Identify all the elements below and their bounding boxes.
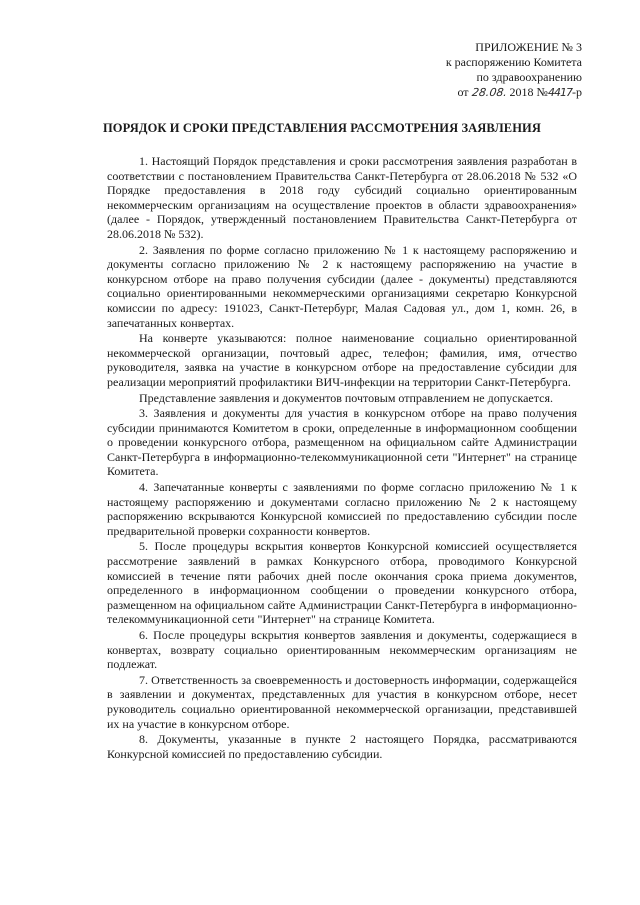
paragraph-no-mail: Представление заявления и документов почтовым отправлением не допускается. [139,390,553,405]
approval-header [382,40,582,100]
handwritten-date: 28.08. [470,86,508,99]
header-line-committee: к распоряжению Комитета [445,55,582,69]
paragraph-1: 1. Настоящий Порядок представления и сроки рассмотрения заявления разработан в соответствии с постановлением Правительства Санкт-Петербурга от 28.06.2018 № 532 «О Порядке предоставления в 2018 году субсидий социально ориентированным некоммерческим организациям на осуществление проектов в области здравоохранения» (далее - Порядок, утвержденный постановлением Правительства Санкт-Петербурга от 28.06.2018 № 532). [107,154,577,241]
paragraph-6: 6. После процедуры вскрытия конвертов заявления и документы, содержащиеся в конвертах, возврату социально ориентированным некоммерческим организациям не подлежат. [107,628,577,672]
header-date-line [382,85,582,100]
paragraph-4: 4. Запечатанные конверты с заявлениями по форме согласно приложению № 1 к настоящему распоряжению и документами согласно приложению № 2 к настоящему распоряжению вскрываются Конкурсной комиссией по предоставлению субсидии после предварительной проверки сохранности конвертов. [107,480,577,538]
appendix-number: ПРИЛОЖЕНИЕ № 3 [475,40,582,54]
document-body [107,154,577,761]
handwritten-number: 4417 [548,86,572,99]
number-suffix: -р [572,85,582,99]
paragraph-3: 3. Заявления и документы для участия в конкурсном отборе на право получения субсидии принимаются Комитетом в сроки, определенные в информационном сообщении о проведении конкурсного отбора, размещенном на официальном сайте Администрации Санкт-Петербурга в информационно-телекоммуникационной сети "Интернет" на странице Комитета. [107,406,577,479]
paragraph-2: 2. Заявления по форме согласно приложению № 1 к настоящему распоряжению и документы согласно приложению № 2 к настоящему распоряжению на участие в конкурсном отборе на право получения субсидии (далее - документы) представляются социально ориентированными некоммерческими организациями секретарю Конкурсной комиссии по адресу: 191023, Санкт-Петербург, Малая Садовая ул., дом 1, комн. 26, в запечатанных конвертах. [107,242,577,330]
header-line-healthcare: по здравоохранению [476,70,582,84]
paragraph-envelope: На конверте указываются: полное наименование социально ориентированной некоммерческой организации, почтовый адрес, телефон; фамилия, имя, отчество руководителя, заявка на участие в конкурсном отборе на предоставление субсидии для реализации мероприятий профилактики ВИЧ-инфекции на территории Санкт-Петербурга. [107,331,577,389]
document-title: ПОРЯДОК И СРОКИ ПРЕДСТАВЛЕНИЯ РАССМОТРЕНИЯ ЗАЯВЛЕНИЯ [102,121,541,135]
paragraph-5: 5. После процедуры вскрытия конвертов Конкурсной комиссией осуществляется рассмотрение заявлений в рамках Конкурсного отбора, проводимого Конкурсной комиссией в течение пяти рабочих дней после окончания срока приема документов, определенного в информационном сообщении о проведении конкурсного отбора, размещенном на официальном сайте Администрации Санкт-Петербурга в информационно-телекоммуникационной сети "Интернет" на странице Комитета. [107,539,577,627]
date-prefix: от [457,85,469,99]
year-and-number-label: 2018 № [509,85,548,99]
paragraph-8: 8. Документы, указанные в пункте 2 настоящего Порядка, рассматриваются Конкурсной комиссией по предоставлению субсидии. [107,732,577,761]
paragraph-7: 7. Ответственность за своевременность и достоверность информации, содержащейся в заявлении и документах, представленных для участия в конкурсном отборе, несет руководитель социально ориентированной некоммерческой организации, представившей их на участие в конкурсном отборе. [107,672,577,731]
